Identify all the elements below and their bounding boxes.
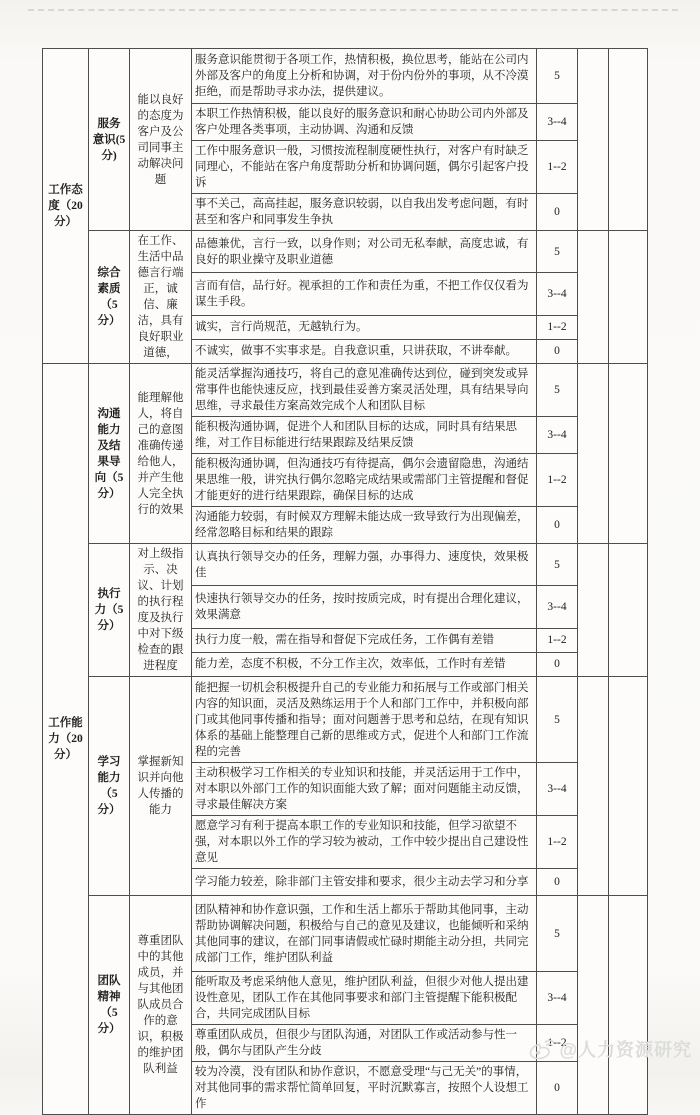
table-row <box>43 896 648 972</box>
watermark-text: @人力资源研究 <box>559 1040 692 1060</box>
score-cell: 5 <box>537 49 578 104</box>
table-row <box>43 231 648 273</box>
score-cell: 0 <box>537 339 578 363</box>
criterion-description-cell: 对上级指示、决议、计划的执行程度及执行中对下级检查的跟进程度 <box>130 544 192 677</box>
grade-description-cell: 不诚实，做事不实事求是。自我意识重，只讲获取，不讲奉献。 <box>192 339 537 363</box>
self-score-empty-cell <box>578 49 609 231</box>
performance-evaluation-table <box>42 48 648 1115</box>
grade-description-cell: 较为冷漠，没有团队和协作意识，不愿意受理“与己无关”的事情，对其他同事的需求帮忙简单回复，平时沉默寡言，按照个人设想工作 <box>192 1062 537 1115</box>
category-cell: 工作能力（20分） <box>43 364 89 1115</box>
grade-description-cell: 团队精神和协作意识强，工作和生活上都乐于帮助其他同事，主动帮助协调解决问题，积极给与自己的意见及建议，也能倾听和采纳其他同事的建议，在部门同事请假或忙碌时期能主动分担，共同完成部门工作，维护团队利益 <box>192 896 537 972</box>
final-score-empty-cell <box>609 231 648 364</box>
score-cell: 3--4 <box>537 104 578 141</box>
grade-description-cell: 学习能力较差，除非部门主管安排和要求，很少主动去学习和分享 <box>192 869 537 896</box>
grade-description-cell: 能积极沟通协调，但沟通技巧有待提高，偶尔会遗留隐患，沟通结果思维一般，讲究执行偶尔忽略完成结果或需部门主管提醒和督促才能更好的进行结果跟踪，确保目标的达成 <box>192 454 537 507</box>
score-cell: 5 <box>537 364 578 417</box>
self-score-empty-cell <box>578 544 609 677</box>
weibo-icon <box>529 1038 555 1060</box>
grade-description-cell: 品德兼优，言行一致，以身作则；对公司无私奉献，高度忠诚，有良好的职业操守及职业道德 <box>192 231 537 273</box>
grade-description-cell: 愿意学习有利于提高本职工作的专业知识和技能，但学习欲望不强，对本职以外工作的学习较为被动，工作中较少提出自己建设性意见 <box>192 816 537 869</box>
score-cell: 0 <box>537 869 578 896</box>
table-row <box>43 49 648 104</box>
grade-description-cell: 快速执行领导交办的任务，按时按质完成，时有提出合理化建议，效果满意 <box>192 586 537 628</box>
final-score-empty-cell <box>609 49 648 231</box>
score-cell: 3--4 <box>537 586 578 628</box>
grade-description-cell: 执行力度一般，需在指导和督促下完成任务，工作偶有差错 <box>192 628 537 652</box>
grade-description-cell: 能听取及考虑采纳他人意见，维护团队利益，但很少对他人提出建设性意见，团队工作在其他同事要求和部门主管提醒下能积极配合，共同完成团队目标 <box>192 972 537 1025</box>
criterion-name-cell: 沟通能力及结果导向（5分） <box>89 364 130 544</box>
score-cell: 1--2 <box>537 816 578 869</box>
criterion-description-cell: 在工作、生活中品德言行端正，诚信、廉洁，具有良好职业道德， <box>130 231 192 364</box>
grade-description-cell: 服务意识能贯彻于各项工作，热情积极，换位思考，能站在公司内外部及客户的角度上分析和协调，对于份内份外的事项，从不冷漠拒绝，而是帮助寻求办法，提供建议。 <box>192 49 537 104</box>
evaluation-table-container <box>42 48 648 1115</box>
grade-description-cell: 本职工作热情积极，能以良好的服务意识和耐心协助公司内外部及客户处理各类事项，主动协调、沟通和反馈 <box>192 104 537 141</box>
criterion-name-cell: 综合素质（5分） <box>89 231 130 364</box>
criterion-name-cell: 服务意识(5分) <box>89 49 130 231</box>
grade-description-cell: 主动积极学习工作相关的专业知识和技能，并灵活运用于工作中，对本职以外部门工作的知识面能大致了解；面对问题能主动反馈，寻求最佳解决方案 <box>192 763 537 816</box>
self-score-empty-cell <box>578 231 609 364</box>
grade-description-cell: 认真执行领导交办的任务，理解力强，办事得力、速度快，效果极佳 <box>192 544 537 586</box>
score-cell: 3--4 <box>537 417 578 454</box>
criterion-name-cell: 团队精神（5分） <box>89 896 130 1115</box>
score-cell: 5 <box>537 544 578 586</box>
grade-description-cell: 言而有信，品行好。视承担的工作和责任为重，不把工作仅仅看为谋生手段。 <box>192 273 537 315</box>
score-cell: 5 <box>537 231 578 273</box>
score-cell: 0 <box>537 194 578 231</box>
final-score-empty-cell <box>609 364 648 544</box>
self-score-empty-cell <box>578 364 609 544</box>
final-score-empty-cell <box>609 677 648 896</box>
grade-description-cell: 能灵活掌握沟通技巧，将自己的意见准确传达到位，碰到突发或异常事件也能快速反应，找到最佳妥善方案灵活处理，具有结果导向思维，寻求最佳方案高效完成个人和团队目标 <box>192 364 537 417</box>
criterion-description-cell: 尊重团队中的其他成员，并与其他团队成员合作的意识，积极的维护团队利益 <box>130 896 192 1115</box>
score-cell: 1--2 <box>537 1025 578 1062</box>
score-cell: 0 <box>537 652 578 676</box>
score-cell: 3--4 <box>537 273 578 315</box>
score-cell: 0 <box>537 1062 578 1115</box>
score-cell: 1--2 <box>537 141 578 194</box>
criterion-name-cell: 学习能力（5分） <box>89 677 130 896</box>
score-cell: 0 <box>537 507 578 544</box>
score-cell: 3--4 <box>537 972 578 1025</box>
final-score-empty-cell <box>609 896 648 1115</box>
grade-description-cell: 能积极沟通协调，促进个人和团队目标的达成，同时具有结果思维，对工作目标能进行结果跟踪及结果反馈 <box>192 417 537 454</box>
grade-description-cell: 能把握一切机会积极提升自己的专业能力和拓展与工作或部门相关内容的知识面，灵活及熟练运用于个人和部门工作中，并积极向部门或其他同事传播和指导；面对问题善于思考和总结，在现有知识体系的基础上能整理自己新的思维或方式，促进个人和部门工作流程的完善 <box>192 677 537 763</box>
self-score-empty-cell <box>578 896 609 1115</box>
grade-description-cell: 沟通能力较弱，有时候双方理解未能达成一致导致行为出现偏差，经常忽略目标和结果的跟踪 <box>192 507 537 544</box>
criterion-name-cell: 执行力（5分） <box>89 544 130 677</box>
table-row <box>43 364 648 417</box>
score-cell: 1--2 <box>537 315 578 339</box>
watermark <box>529 1036 692 1062</box>
self-score-empty-cell <box>578 677 609 896</box>
table-row <box>43 677 648 763</box>
score-cell: 5 <box>537 677 578 763</box>
category-cell: 工作态度（20分） <box>43 49 89 364</box>
grade-description-cell: 尊重团队成员，但很少与团队沟通，对团队工作或活动参与性一般，偶尔与团队产生分歧 <box>192 1025 537 1062</box>
grade-description-cell: 工作中服务意识一般，习惯按流程制度硬性执行，对客户有时缺乏同理心，不能站在客户角度帮助分析和协调问题，偶尔引起客户投诉 <box>192 141 537 194</box>
grade-description-cell: 诚实，言行尚规范，无越轨行为。 <box>192 315 537 339</box>
criterion-description-cell: 掌握新知识并向他人传播的能力 <box>130 677 192 896</box>
grade-description-cell: 能力差，态度不积极，不分工作主次，效率低，工作时有差错 <box>192 652 537 676</box>
criterion-description-cell: 能以良好的态度为客户及公司同事主动解决问题 <box>130 49 192 231</box>
score-cell: 3--4 <box>537 763 578 816</box>
grade-description-cell: 事不关己，高高挂起，服务意识较弱，以自我出发考虑问题，有时甚至和客户和同事发生争执 <box>192 194 537 231</box>
evaluation-table-body <box>43 49 648 1115</box>
score-cell: 1--2 <box>537 454 578 507</box>
page-top-dashed-line <box>28 9 678 11</box>
table-row <box>43 544 648 586</box>
criterion-description-cell: 能理解他人，将自己的意图准确传递给他人，并产生他人完全执行的效果 <box>130 364 192 544</box>
score-cell: 5 <box>537 896 578 972</box>
final-score-empty-cell <box>609 544 648 677</box>
score-cell: 1--2 <box>537 628 578 652</box>
